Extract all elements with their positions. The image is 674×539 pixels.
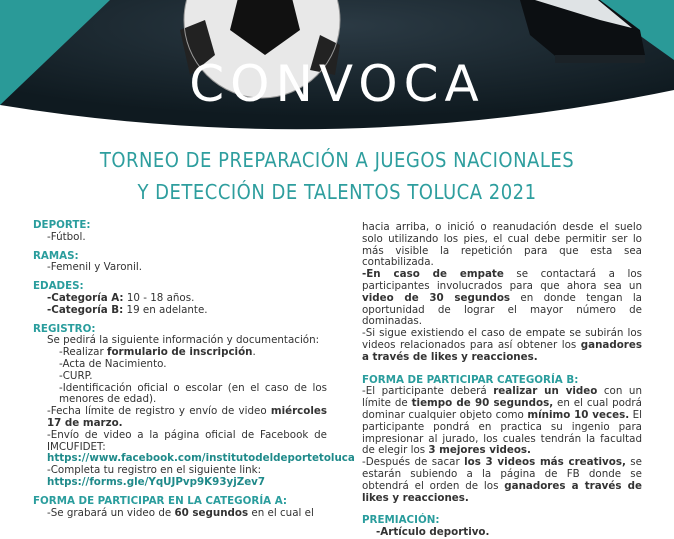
deporte-value: -Fútbol. — [47, 230, 86, 243]
registro-fecha: -Fecha límite de registro y envío de video miércoles 17 de marzo. — [47, 405, 327, 429]
registro-item-form: -Realizar formulario de inscripción. — [59, 346, 256, 359]
forma-b-p1: -El participante deberá realizar un video con un límite de tiempo de 90 segundos, en el cual podrá dominar cualquier objeto como mínimo 10 veces. El participante pondrá en practica su ingenio para impresionar al jurado, los cuales tendrán la facultad de elegir los 3 mejores videos. — [362, 385, 642, 457]
registro-completa: -Completa tu registro en el siguiente link: — [47, 464, 262, 477]
right-column — [362, 222, 642, 539]
hero-banner — [0, 0, 674, 130]
forma-a-continuation: hacia arriba, o inició o reanudación desde el suelo solo utilizando los pies, el cual debe permitir ser lo más visible la repetición para que esta sea contabilizada. — [362, 221, 642, 269]
registro-envio: -Envío de video a la página oficial de Facebook de IMCUFIDET: — [47, 428, 327, 453]
form-link[interactable]: https://forms.gle/YqUJPvp9K93yjZev7 — [47, 475, 266, 488]
left-column — [33, 219, 355, 519]
registro-item-curp: -CURP. — [59, 369, 93, 382]
categoria-b: -Categoría B: 19 en adelante. — [47, 303, 208, 316]
registro-item-id: -Identificación oficial o escolar (en el caso de los menores de edad). — [59, 381, 327, 406]
edades-heading: EDADES: — [33, 280, 84, 293]
ramas-heading: RAMAS: — [33, 249, 79, 262]
title-line-2: Y DETECCIÓN DE TALENTOS TOLUCA 2021 — [137, 180, 537, 204]
forma-a-text: -Se grabará un video de 60 segundos en el cual el — [47, 506, 314, 519]
empate-2: -Si sigue existiendo el caso de empate se subirán los videos relacionados para así obtener los ganadores a través de likes y reacciones. — [362, 327, 642, 363]
categoria-a: -Categoría A: 10 - 18 años. — [47, 291, 195, 304]
facebook-link[interactable]: https://www.facebook.com/institutodeldeportetoluca — [47, 452, 355, 465]
empate-1: -En caso de empate se contactará a los participantes involucrados para que ahora sea un video de 30 segundos en donde tengan la oportunidad de lograr el mayor número de dominadas. — [362, 268, 642, 328]
forma-b-p2: -Después de sacar los 3 videos más creativos, se estarán subiendo a la página de FB donde se obtendrá el orden de los ganadores a través de likes y reacciones. — [362, 456, 642, 504]
registro-item-acta: -Acta de Nacimiento. — [59, 357, 167, 370]
ramas-value: -Femenil y Varonil. — [47, 261, 143, 274]
hero-heading: CONVOCA — [189, 55, 485, 113]
registro-intro: Se pedirá la siguiente información y documentación: — [47, 334, 320, 347]
premiacion-heading: PREMIACIÓN: — [362, 514, 440, 527]
forma-a-heading: FORMA DE PARTICIPAR EN LA CATEGORÍA A: — [33, 494, 287, 507]
registro-heading: REGISTRO: — [33, 322, 96, 335]
premiacion-item: -Artículo deportivo. — [376, 526, 490, 539]
forma-b-heading: FORMA DE PARTICIPAR CATEGORÍA B: — [362, 373, 579, 386]
title-line-1: TORNEO DE PREPARACIÓN A JUEGOS NACIONALES — [99, 148, 575, 172]
deporte-heading: DEPORTE: — [33, 219, 91, 231]
